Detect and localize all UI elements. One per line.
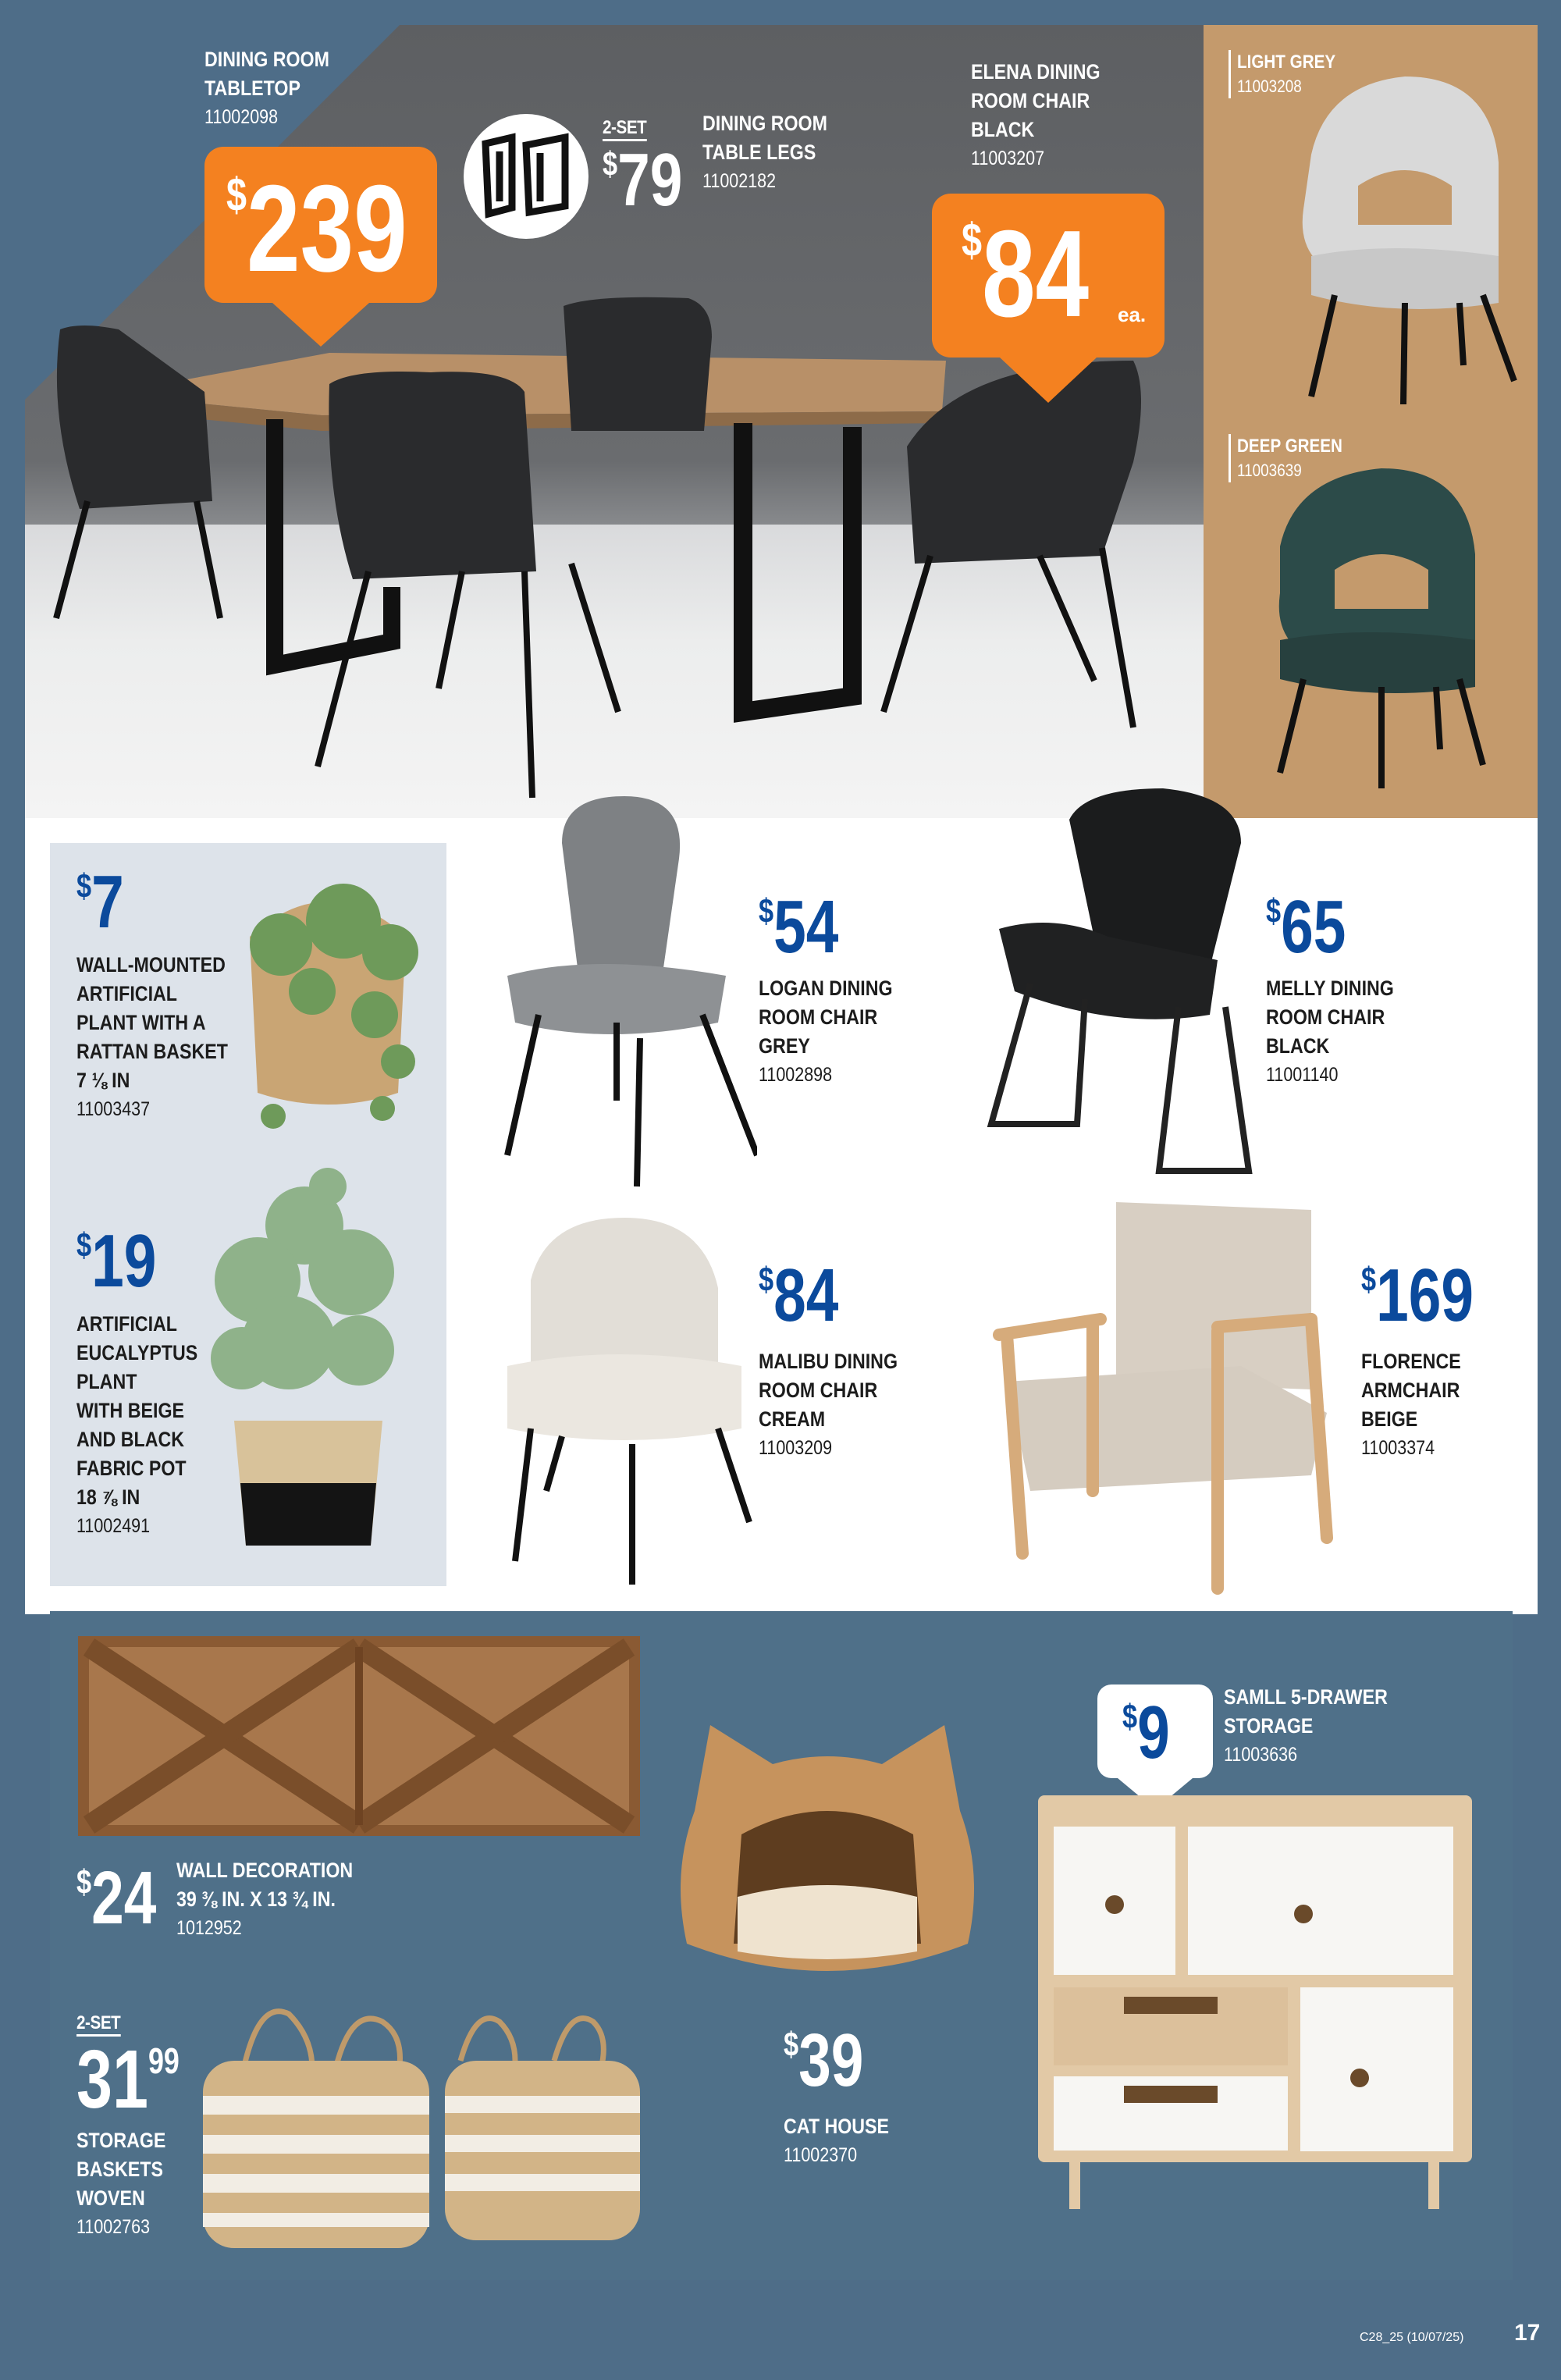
variant-green-name: DEEP GREEN [1237, 436, 1342, 457]
logan-line-2: ROOM CHAIR [759, 1005, 878, 1029]
florence-label [1361, 1347, 1477, 1463]
elena-each: ea. [1118, 303, 1147, 326]
malibu-chair-illustration [492, 1210, 757, 1592]
plant2-line-1: ARTIFICIAL [76, 1312, 177, 1336]
table-legs-thumb [464, 114, 588, 239]
florence-line-2: ARMCHAIR [1361, 1379, 1460, 1402]
page-number: 17 [1514, 2320, 1541, 2346]
plant2-sku: 11002491 [76, 1515, 151, 1537]
drawer-label [1224, 1683, 1414, 1770]
legs-sku: 11002182 [702, 170, 777, 192]
variant-grey-name: LIGHT GREY [1237, 52, 1336, 73]
baskets-line-2: BASKETS [76, 2158, 163, 2181]
legs-name-1: DINING ROOM [702, 112, 827, 135]
plant1-price: $7 [76, 860, 124, 944]
logan-price: $54 [759, 885, 839, 969]
melly-price: $65 [1266, 885, 1346, 969]
logan-chair-illustration [492, 788, 757, 1194]
wall-decoration-illustration [78, 1636, 640, 1836]
legs-badge: 2-SET [603, 117, 646, 141]
plant1-line-4: RATTAN BASKET [76, 1040, 228, 1063]
wall-decor-label [176, 1856, 382, 1943]
elena-sku: 11003207 [971, 148, 1045, 169]
tabletop-sku: 11002098 [204, 106, 279, 128]
cat-house-price: $39 [784, 2019, 864, 2102]
plant2-line-2: EUCALYPTUS [76, 1341, 198, 1364]
wall-decor-line-2: 39 ⅜ IN. X 13 ¾ IN. [176, 1887, 336, 1911]
plant2-line-7: 18 ⅞ IN [76, 1485, 140, 1509]
logan-label [759, 974, 915, 1090]
storage-baskets-illustration [195, 1990, 648, 2256]
logan-line-3: GREY [759, 1034, 810, 1058]
rattan-plant-illustration [226, 859, 429, 1155]
tabletop-name-2: TABLETOP [204, 76, 300, 100]
wall-decor-sku: 1012952 [176, 1917, 242, 1939]
malibu-line-3: CREAM [759, 1407, 826, 1431]
florence-price: $169 [1361, 1254, 1474, 1337]
variant-green-sku: 11003639 [1237, 461, 1302, 480]
plant1-line-5: 7 ⅛ IN [76, 1069, 130, 1092]
baskets-label [76, 2126, 180, 2242]
tabletop-name-1: DINING ROOM [204, 48, 329, 71]
plant2-line-3: PLANT [76, 1370, 137, 1393]
malibu-sku: 11003209 [759, 1437, 833, 1459]
malibu-line-2: ROOM CHAIR [759, 1379, 878, 1402]
baskets-line-1: STORAGE [76, 2129, 166, 2152]
legs-price-block [603, 117, 705, 222]
melly-line-2: ROOM CHAIR [1266, 1005, 1385, 1029]
logan-sku: 11002898 [759, 1064, 833, 1086]
variant-grey-sku: 11003208 [1237, 76, 1302, 96]
plant2-line-6: FABRIC POT [76, 1457, 187, 1480]
baskets-price: 3199 [76, 2033, 180, 2126]
florence-line-1: FLORENCE [1361, 1350, 1461, 1373]
logan-line-1: LOGAN DINING [759, 977, 893, 1000]
drawer-sku: 11003636 [1224, 1744, 1298, 1766]
melly-line-3: BLACK [1266, 1034, 1330, 1058]
plant2-line-4: WITH BEIGE [76, 1399, 185, 1422]
elena-tag-point [1000, 358, 1097, 403]
baskets-line-3: WOVEN [76, 2186, 145, 2210]
drawer-line-1: SAMLL 5-DRAWER [1224, 1685, 1388, 1709]
florence-armchair-illustration [983, 1194, 1342, 1600]
elena-name-2: ROOM CHAIR [971, 89, 1090, 112]
wall-decor-line-1: WALL DECORATION [176, 1859, 354, 1882]
elena-name-1: ELENA DINING [971, 60, 1101, 84]
legs-name-2: TABLE LEGS [702, 141, 816, 164]
melly-line-1: MELLY DINING [1266, 977, 1394, 1000]
drawer-line-2: STORAGE [1224, 1714, 1314, 1738]
melly-sku: 11001140 [1266, 1064, 1339, 1086]
malibu-price: $84 [759, 1254, 839, 1337]
plant1-line-1: WALL-MOUNTED [76, 953, 226, 977]
plant2-line-5: AND BLACK [76, 1428, 185, 1451]
elena-label [971, 58, 1122, 173]
drawer-price: $9 [1122, 1691, 1170, 1774]
cat-house-label [784, 2112, 906, 2170]
florence-line-3: BEIGE [1361, 1407, 1418, 1431]
florence-sku: 11003374 [1361, 1437, 1435, 1459]
cat-house-line-1: CAT HOUSE [784, 2115, 890, 2138]
footer-code: C28_25 (10/07/25) [1360, 2331, 1464, 2344]
baskets-sku: 11002763 [76, 2216, 151, 2238]
drawer-storage-illustration [1038, 1795, 1475, 2217]
wall-decor-price: $24 [76, 1856, 157, 1940]
legs-label [702, 109, 848, 196]
cat-house-illustration [663, 1717, 991, 2006]
table-legs-icon [464, 114, 588, 239]
plant1-line-3: PLANT WITH A [76, 1011, 206, 1034]
deep-green-chair-illustration [1249, 461, 1514, 796]
light-grey-chair-illustration [1264, 69, 1530, 412]
tabletop-label [204, 45, 350, 132]
malibu-line-1: MALIBU DINING [759, 1350, 898, 1373]
baskets-badge: 2-SET [76, 2012, 120, 2037]
legs-price: $79 [603, 138, 683, 222]
eucalyptus-plant-illustration [195, 1155, 421, 1569]
elena-name-3: BLACK [971, 118, 1035, 141]
tabletop-tag-point [272, 303, 369, 347]
plant2-price: $19 [76, 1219, 157, 1303]
plant1-line-2: ARTIFICIAL [76, 982, 177, 1005]
cat-house-sku: 11002370 [784, 2144, 858, 2166]
tabletop-price: $239 [226, 160, 407, 297]
malibu-label [759, 1347, 920, 1463]
baskets-price-block [76, 2012, 208, 2126]
melly-label [1266, 974, 1415, 1090]
melly-chair-illustration [983, 781, 1264, 1186]
plant1-sku: 11003437 [76, 1098, 151, 1120]
elena-price: $84 [962, 205, 1090, 343]
